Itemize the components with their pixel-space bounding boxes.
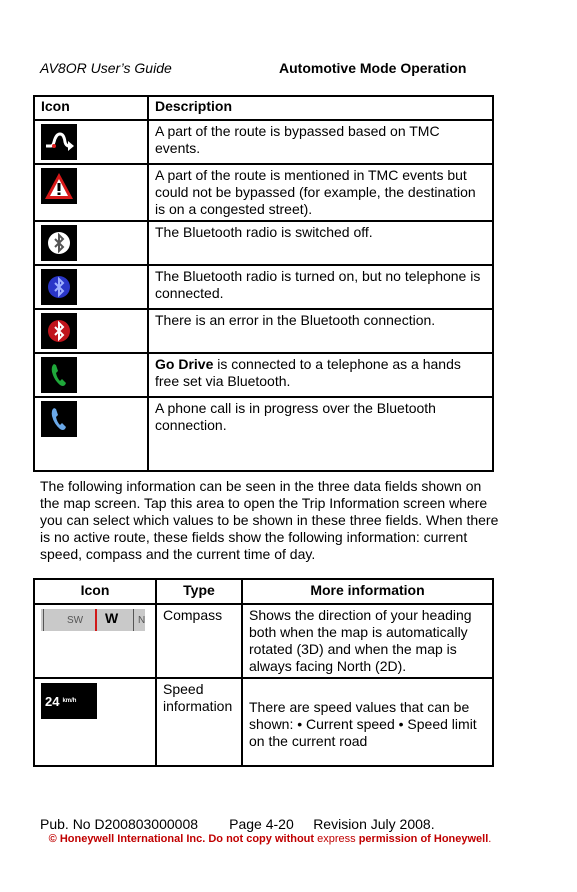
publication-line: Pub. No D200803000008 Page 4-20 Revision July 2008. xyxy=(40,816,435,832)
data-field-table xyxy=(33,578,494,767)
bluetooth-on-icon xyxy=(41,269,77,305)
description-cell: A part of the route is bypassed based on TMC events. xyxy=(148,120,493,164)
header-description: Description xyxy=(148,96,493,120)
table-row xyxy=(34,397,493,471)
info-cell: Shows the direction of your heading both when the map is automatically rotated (3D) and when the map is always facing North (2D). xyxy=(242,604,493,678)
header-more-information: More information xyxy=(242,579,493,604)
phone-connected-icon xyxy=(41,357,77,393)
table-header-row xyxy=(34,579,493,604)
copyright-text: express xyxy=(317,833,356,845)
table-row xyxy=(34,265,493,309)
tmc-warning-icon xyxy=(41,168,77,204)
copyright-notice xyxy=(40,832,500,846)
table-row xyxy=(34,164,493,221)
section-title: Automotive Mode Operation xyxy=(279,60,467,76)
table-row xyxy=(34,221,493,265)
product-name: Go Drive xyxy=(155,356,214,372)
type-cell: Compass xyxy=(156,604,242,678)
compass-strip-icon xyxy=(41,609,145,631)
status-icon-table xyxy=(33,95,494,472)
table-row xyxy=(34,604,493,678)
copyright-text: . xyxy=(488,833,492,845)
description-text: is connected to a telephone as a hands free set via Bluetooth. xyxy=(155,356,461,389)
guide-title: AV8OR User’s Guide xyxy=(40,60,172,76)
compass-label: N xyxy=(138,615,145,626)
description-cell: The Bluetooth radio is switched off. xyxy=(148,221,493,265)
table-row xyxy=(34,309,493,353)
speed-icon xyxy=(41,683,97,719)
phone-call-icon xyxy=(41,401,77,437)
description-cell: A phone call is in progress over the Bluetooth connection. xyxy=(148,397,493,471)
table-row xyxy=(34,353,493,397)
data-fields-paragraph: The following information can be seen in the three data fields shown on the map screen. Tap this area to open the Trip Information screen where you can select which values to be shown in these three fields. When there is no active route, these fields show the following information: current speed, compass and the current time of day. xyxy=(40,478,499,562)
bluetooth-error-icon xyxy=(41,313,77,349)
copyright-text: permission of Honeywell xyxy=(355,833,489,845)
description-cell: There is an error in the Bluetooth connection. xyxy=(148,309,493,353)
description-cell: A part of the route is mentioned in TMC events but could not be bypassed (for example, the destination is on a congested street). xyxy=(148,164,493,221)
bluetooth-off-icon xyxy=(41,225,77,261)
route-bypass-icon xyxy=(41,124,77,160)
table-row xyxy=(34,120,493,164)
header-type: Type xyxy=(156,579,242,604)
copyright-text: © Honeywell International Inc. Do not copy without xyxy=(48,833,318,845)
table-row xyxy=(34,678,493,766)
info-cell: There are speed values that can be shown: • Current speed • Speed limit on the current road xyxy=(242,678,493,766)
description-cell: The Bluetooth radio is turned on, but no telephone is connected. xyxy=(148,265,493,309)
speed-unit: km/h xyxy=(62,697,77,704)
header-icon: Icon xyxy=(34,96,148,120)
type-cell: Speed information xyxy=(156,678,242,766)
compass-label: SW xyxy=(67,615,84,626)
speed-value: 24 xyxy=(45,693,60,709)
compass-label: W xyxy=(105,610,119,626)
table-header-row xyxy=(34,96,493,120)
description-cell xyxy=(148,353,493,397)
header-icon: Icon xyxy=(34,579,156,604)
